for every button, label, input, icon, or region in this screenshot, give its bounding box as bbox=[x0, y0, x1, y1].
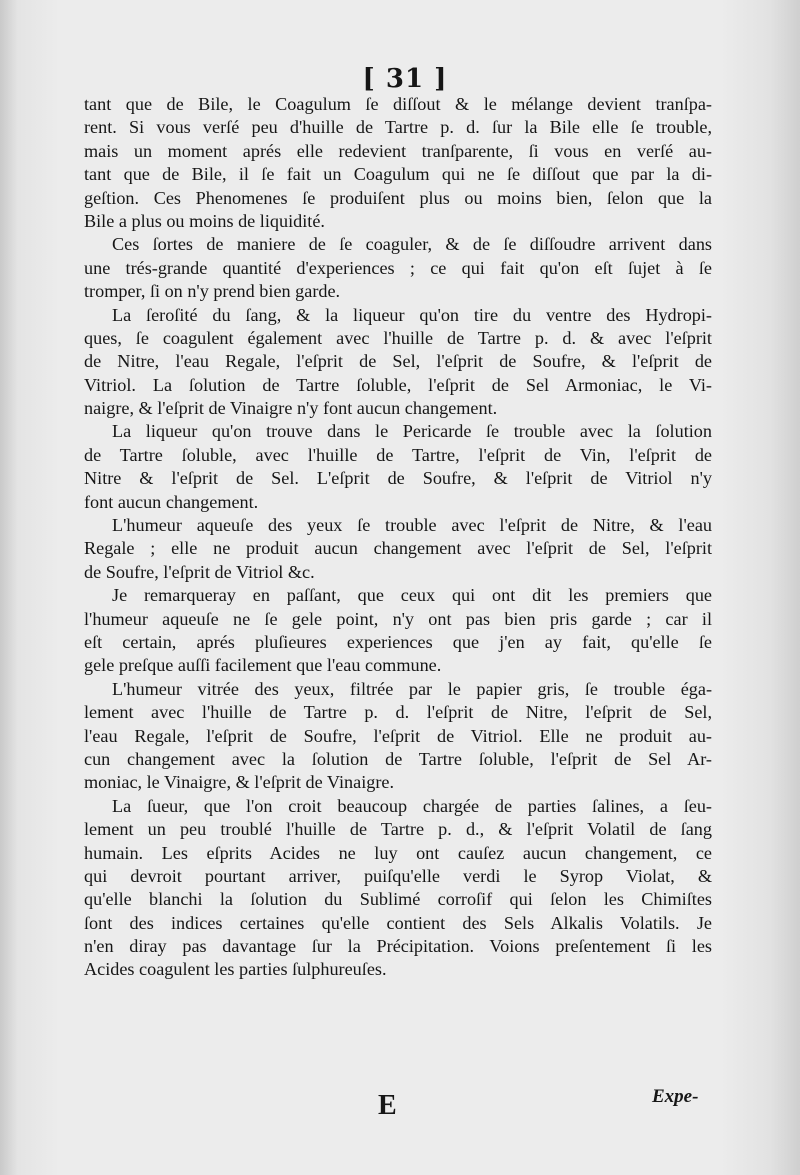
text-line: lement avec l'huille de Tartre p. d. l'eſprit de Nitre, l'eſprit de Sel, bbox=[84, 702, 712, 723]
text-line: Ces ſortes de maniere de ſe coaguler, & de ſe diſſoudre arrivent dans bbox=[112, 234, 712, 255]
text-line: ques, ſe coagulent également avec l'huille de Tartre p. d. & avec l'eſprit bbox=[84, 327, 712, 348]
text-line: qu'elle blanchi la ſolution du Sublimé corroſif qui ſelon les Chimiſtes bbox=[84, 889, 712, 910]
body-text bbox=[84, 93, 712, 982]
text-line: rent. Si vous verſé peu d'huille de Tartre p. d. ſur la Bile elle ſe trouble, bbox=[84, 117, 712, 138]
signature-mark: E bbox=[378, 1090, 397, 1121]
page-number: [ 31 ] bbox=[362, 64, 448, 94]
text-line: font aucun changement. bbox=[84, 491, 259, 512]
text-line: Je remarqueray en paſſant, que ceux qui ont dit les premiers que bbox=[112, 585, 712, 606]
text-line: Vitriol. La ſolution de Tartre ſoluble, l'eſprit de Sel Armoniac, le Vi- bbox=[84, 374, 712, 395]
text-line: gele preſque auſſi facilement que l'eau commune. bbox=[84, 655, 442, 676]
text-line: de Nitre, l'eau Regale, l'eſprit de Sel, l'eſprit de Soufre, & l'eſprit de bbox=[84, 351, 712, 372]
text-line: Bile a plus ou moins de liquidité. bbox=[84, 210, 325, 231]
text-line: Nitre & l'eſprit de Sel. L'eſprit de Soufre, & l'eſprit de Vitriol n'y bbox=[84, 468, 712, 489]
text-line: Acides coagulent les parties ſulphureuſes. bbox=[84, 959, 387, 980]
text-line: naigre, & l'eſprit de Vinaigre n'y font aucun changement. bbox=[84, 398, 498, 419]
text-line: mais un moment aprés elle redevient tranſparente, ſi vous en verſé au- bbox=[84, 140, 712, 161]
text-line: eſt certain, aprés pluſieures experiences que j'en ay fait, qu'elle ſe bbox=[84, 631, 712, 652]
text-line: l'humeur aqueuſe ne ſe gele point, n'y ont pas bien pris garde ; car il bbox=[84, 608, 712, 629]
text-line: geſtion. Ces Phenomenes ſe produiſent plus ou moins bien, ſelon que la bbox=[84, 187, 712, 208]
text-line: moniac, le Vinaigre, & l'eſprit de Vinaigre. bbox=[84, 772, 395, 793]
text-line: de Tartre ſoluble, avec l'huille de Tartre, l'eſprit de Vin, l'eſprit de bbox=[84, 444, 712, 465]
text-line: La liqueur qu'on trouve dans le Pericarde ſe trouble avec la ſolution bbox=[112, 421, 712, 442]
text-line: tant que de Bile, le Coagulum ſe diſſout & le mélange devient tranſpa- bbox=[84, 94, 712, 114]
text-line: tant que de Bile, il ſe fait un Coagulum qui ne ſe diſſout que par la di- bbox=[84, 164, 712, 185]
text-line: tromper, ſi on n'y prend bien garde. bbox=[84, 281, 341, 302]
text-line: lement un peu troublé l'huille de Tartre p. d., & l'eſprit Volatil de ſang bbox=[84, 819, 712, 840]
text-line: La ſeroſité du ſang, & la liqueur qu'on tire du ventre des Hydropi- bbox=[112, 304, 712, 325]
text-line: de Soufre, l'eſprit de Vitriol &c. bbox=[84, 561, 315, 582]
text-line: La ſueur, que l'on croit beaucoup chargée de parties ſalines, a ſeu- bbox=[112, 795, 712, 816]
text-line: ſont des indices certaines qu'elle contient des Sels Alkalis Volatils. Je bbox=[84, 912, 712, 933]
text-line: humain. Les eſprits Acides ne luy ont cauſez aucun changement, ce bbox=[84, 842, 712, 863]
text-line: n'en diray pas davantage ſur la Précipitation. Voions preſentement ſi les bbox=[84, 936, 712, 957]
text-line: une trés-grande quantité d'experiences ; ce qui fait qu'on eſt ſujet à ſe bbox=[84, 257, 712, 278]
text-line: cun changement avec la ſolution de Tartre ſoluble, l'eſprit de Sel Ar- bbox=[84, 748, 712, 769]
text-line: L'humeur aqueuſe des yeux ſe trouble avec l'eſprit de Nitre, & l'eau bbox=[112, 515, 712, 536]
text-line: qui devroit pourtant arriver, puiſqu'elle verdi le Syrop Violat, & bbox=[84, 865, 712, 886]
text-line: Regale ; elle ne produit aucun changement avec l'eſprit de Sel, l'eſprit bbox=[84, 538, 712, 559]
text-line: L'humeur vitrée des yeux, filtrée par le papier gris, ſe trouble éga- bbox=[112, 678, 712, 699]
catchword: Expe- bbox=[652, 1086, 699, 1107]
text-line: l'eau Regale, l'eſprit de Soufre, l'eſprit de Vitriol. Elle ne produit au- bbox=[84, 725, 712, 746]
